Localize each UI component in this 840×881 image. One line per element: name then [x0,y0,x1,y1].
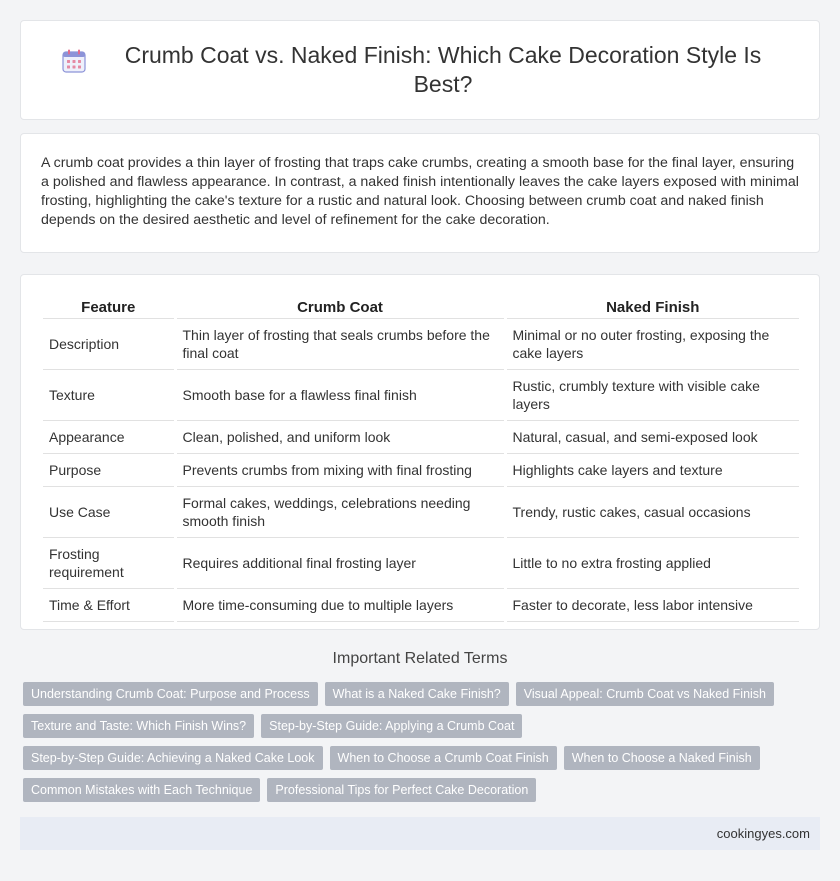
naked-finish-cell: Faster to decorate, less labor intensive [505,589,799,622]
related-term-link[interactable]: When to Choose a Crumb Coat Finish [330,746,557,770]
feature-cell: Description [43,319,175,370]
related-term-link[interactable]: Professional Tips for Perfect Cake Decoration [267,778,536,802]
crumb-coat-cell: Prevents crumbs from mixing with final frosting [175,454,505,487]
naked-finish-cell: Rustic, crumbly texture with visible cake layers [505,370,799,421]
related-term-link[interactable]: Understanding Crumb Coat: Purpose and Process [23,682,318,706]
footer [20,817,820,850]
related-terms-list [23,682,813,810]
comparison-table [43,297,799,622]
table-row [43,421,799,454]
naked-finish-cell: Natural, casual, and semi-exposed look [505,421,799,454]
crumb-coat-cell: Thin layer of frosting that seals crumbs before the final coat [175,319,505,370]
comparison-table-card [20,274,820,630]
crumb-coat-cell: More time-consuming due to multiple layers [175,589,505,622]
table-row [43,589,799,622]
related-term-link[interactable]: Common Mistakes with Each Technique [23,778,260,802]
calendar-icon [61,48,87,74]
table-row [43,370,799,421]
title-card [20,20,820,120]
footer-site-name: cookingyes.com [716,826,810,841]
table-row [43,538,799,589]
table-header-row [43,297,799,319]
intro-paragraph: A crumb coat provides a thin layer of frosting that traps cake crumbs, creating a smooth base for the final layer, ensuring a polished and flawless appearance. In contrast, a naked finish intentionally leaves the cake layers exposed with minimal frosting, highlighting the cake's texture for a rustic and natural look. Choosing between crumb coat and naked finish depends on the desired aesthetic and level of refinement for the cake decoration. [41,155,799,228]
feature-cell: Frosting requirement [43,538,175,589]
feature-cell: Purpose [43,454,175,487]
naked-finish-cell: Trendy, rustic cakes, casual occasions [505,487,799,538]
crumb-coat-cell: Smooth base for a flawless final finish [175,370,505,421]
crumb-coat-cell: Clean, polished, and uniform look [175,421,505,454]
related-term-link[interactable]: Texture and Taste: Which Finish Wins? [23,714,254,738]
feature-cell: Use Case [43,487,175,538]
related-term-link[interactable]: Step-by-Step Guide: Applying a Crumb Coat [261,714,522,738]
crumb-coat-cell: Requires additional final frosting layer [175,538,505,589]
crumb-coat-cell: Formal cakes, weddings, celebrations needing smooth finish [175,487,505,538]
related-terms-title: Important Related Terms [332,650,508,667]
table-row [43,454,799,487]
page-title: Crumb Coat vs. Naked Finish: Which Cake Decoration Style Is Best? [124,42,762,97]
related-term-link[interactable]: Step-by-Step Guide: Achieving a Naked Cake Look [23,746,323,770]
feature-cell: Appearance [43,421,175,454]
header-naked-finish: Naked Finish [505,297,799,319]
naked-finish-cell: Minimal or no outer frosting, exposing the cake layers [505,319,799,370]
header-crumb-coat: Crumb Coat [175,297,505,319]
feature-cell: Texture [43,370,175,421]
title-wrap [21,21,819,119]
related-term-link[interactable]: When to Choose a Naked Finish [564,746,760,770]
naked-finish-cell: Little to no extra frosting applied [505,538,799,589]
naked-finish-cell: Highlights cake layers and texture [505,454,799,487]
related-term-link[interactable]: Visual Appeal: Crumb Coat vs Naked Finish [516,682,774,706]
related-term-link[interactable]: What is a Naked Cake Finish? [325,682,509,706]
intro-card [20,133,820,253]
table-row [43,319,799,370]
table-row [43,487,799,538]
header-feature: Feature [43,297,175,319]
feature-cell: Time & Effort [43,589,175,622]
